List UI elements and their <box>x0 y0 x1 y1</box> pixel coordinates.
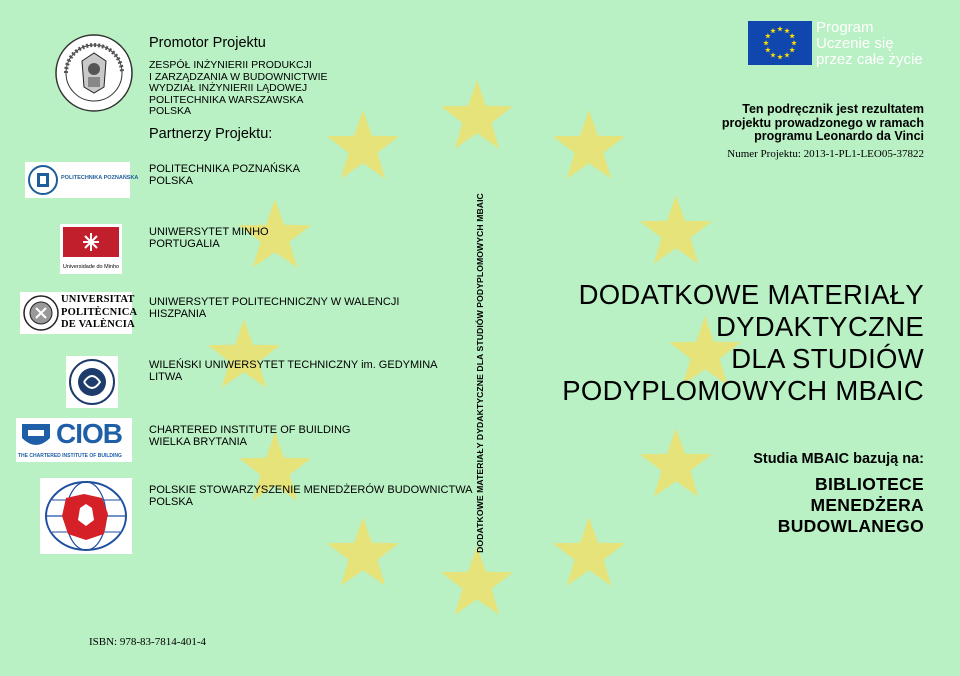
poznan-crest-icon <box>27 164 59 196</box>
partner-name: POLSKIE STOWARZYSZENIE MENEDŻERÓW BUDOWNICTWA <box>149 484 473 496</box>
eu-flag-icon <box>748 21 812 65</box>
vgtu-logo <box>66 356 118 408</box>
psmb-logo <box>40 478 132 554</box>
partner-valencia-text <box>149 296 399 320</box>
partner-name: UNIWERSYTET POLITECHNICZNY W WALENCJI <box>149 296 400 308</box>
valencia-logo <box>20 292 138 334</box>
star-shape <box>553 517 625 586</box>
star-shape <box>553 110 625 179</box>
star-shape <box>640 428 712 497</box>
partner-country: POLSKA <box>149 175 194 187</box>
minho-logo-text: Universidade do Minho <box>62 264 120 270</box>
valencia-logo-line: UNIVERSITAT <box>61 294 135 305</box>
star-shape <box>441 546 513 615</box>
promoter-heading: Promotor Projektu <box>149 35 266 51</box>
eu-flag-star <box>784 28 790 33</box>
library-line: BUDOWLANEGO <box>777 516 924 536</box>
eu-program-name <box>816 20 923 68</box>
spine-text: DODATKOWE MATERIAŁY DYDAKTYCZNE DLA STUDIÓW PODYPLOMOWYCH MBAIC <box>475 192 485 553</box>
based-on-text: Studia MBAIC bazują na: <box>753 451 924 467</box>
spine <box>472 192 488 553</box>
eu-flag-star <box>765 33 771 38</box>
poznan-logo-text: POLITECHNIKA POZNAŃSKA <box>61 175 139 181</box>
title-line: DODATKOWE MATERIAŁY <box>578 279 924 310</box>
warsaw-university-seal-icon <box>52 33 136 113</box>
partner-minho-text <box>149 226 269 250</box>
promoter-line: POLITECHNIKA WARSZAWSKA <box>149 93 304 106</box>
partner-name: POLITECHNIKA POZNAŃSKA <box>149 163 300 175</box>
partner-country: WIELKA BRYTANIA <box>149 436 248 448</box>
promoter-line: I ZARZĄDZANIA W BUDOWNICTWIE <box>149 70 328 83</box>
promoter-line: POLSKA <box>149 105 192 117</box>
title-line: PODYPLOMOWYCH MBAIC <box>562 375 924 406</box>
library-line: MENEDŻERA <box>810 495 924 515</box>
ciob-logo-subtitle: THE CHARTERED INSTITUTE OF BUILDING <box>18 453 122 459</box>
leonardo-note <box>722 103 924 144</box>
leonardo-line: programu Leonardo da Vinci <box>754 129 924 143</box>
eu-flag-star <box>770 28 776 33</box>
eu-flag-star <box>789 47 795 52</box>
library-line: BIBLIOTECE <box>815 474 924 494</box>
partners-heading: Partnerzy Projektu: <box>149 126 273 142</box>
promoter-details <box>149 60 328 118</box>
eu-flag-star <box>789 33 795 38</box>
partner-psmb-text <box>149 484 473 508</box>
minho-logo <box>60 224 122 274</box>
valencia-seal-icon <box>22 294 60 332</box>
partner-country: LITWA <box>149 371 183 383</box>
valencia-logo-line: POLITÈCNICA <box>61 306 138 318</box>
eu-program-line: Uczenie się <box>816 35 894 52</box>
title-line: DYDAKTYCZNE <box>715 311 924 342</box>
partner-ciob-text <box>149 424 350 448</box>
star-shape <box>441 80 513 149</box>
star-shape <box>640 195 712 264</box>
isbn: ISBN: 978-83-7814-401-4 <box>89 636 207 648</box>
partner-name: CHARTERED INSTITUTE OF BUILDING <box>149 424 351 436</box>
eu-flag-star <box>777 54 783 59</box>
eu-flag-star <box>791 40 797 45</box>
ciob-logo-wordmark: CIOB <box>56 418 122 449</box>
star-shape <box>327 517 399 586</box>
globe-eagle-icon <box>40 478 132 554</box>
eu-flag-star <box>765 47 771 52</box>
title-line: DLA STUDIÓW <box>731 343 924 374</box>
ciob-logo <box>16 418 132 462</box>
eu-flag-star <box>777 26 783 31</box>
valencia-logo-line: DE VALÈNCIA <box>61 319 135 330</box>
promoter-line: ZESPÓŁ INŻYNIERII PRODUKCJI <box>149 59 312 71</box>
partner-country: POLSKA <box>149 496 194 508</box>
promoter-line: WYDZIAŁ INŻYNIERII LĄDOWEJ <box>149 82 308 94</box>
eu-flag-star <box>784 52 790 58</box>
project-number: Numer Projektu: 2013-1-PL1-LEO05-37822 <box>727 148 924 160</box>
minho-cross-icon <box>63 227 119 257</box>
poznan-logo <box>25 162 139 198</box>
partner-name: WILEŃSKI UNIWERSYTET TECHNICZNY im. GEDYMINA <box>149 359 438 371</box>
partner-country: HISZPANIA <box>149 308 207 320</box>
partner-country: PORTUGALIA <box>149 238 220 250</box>
vgtu-seal-icon <box>66 356 118 408</box>
partner-name: UNIWERSYTET MINHO <box>149 226 269 238</box>
partner-poznan-text <box>149 163 300 187</box>
star-shape <box>327 110 399 179</box>
eu-program-line: Program <box>816 19 874 36</box>
leonardo-line: projektu prowadzonego w ramach <box>721 115 924 130</box>
partner-vgtu-text <box>149 359 437 383</box>
leonardo-line: Ten podręcznik jest rezultatem <box>742 102 924 116</box>
eu-flag-star <box>763 40 769 45</box>
ciob-crest-icon <box>18 420 54 452</box>
eu-flag-star <box>770 52 776 58</box>
eu-program-line: przez całe życie <box>816 51 923 68</box>
